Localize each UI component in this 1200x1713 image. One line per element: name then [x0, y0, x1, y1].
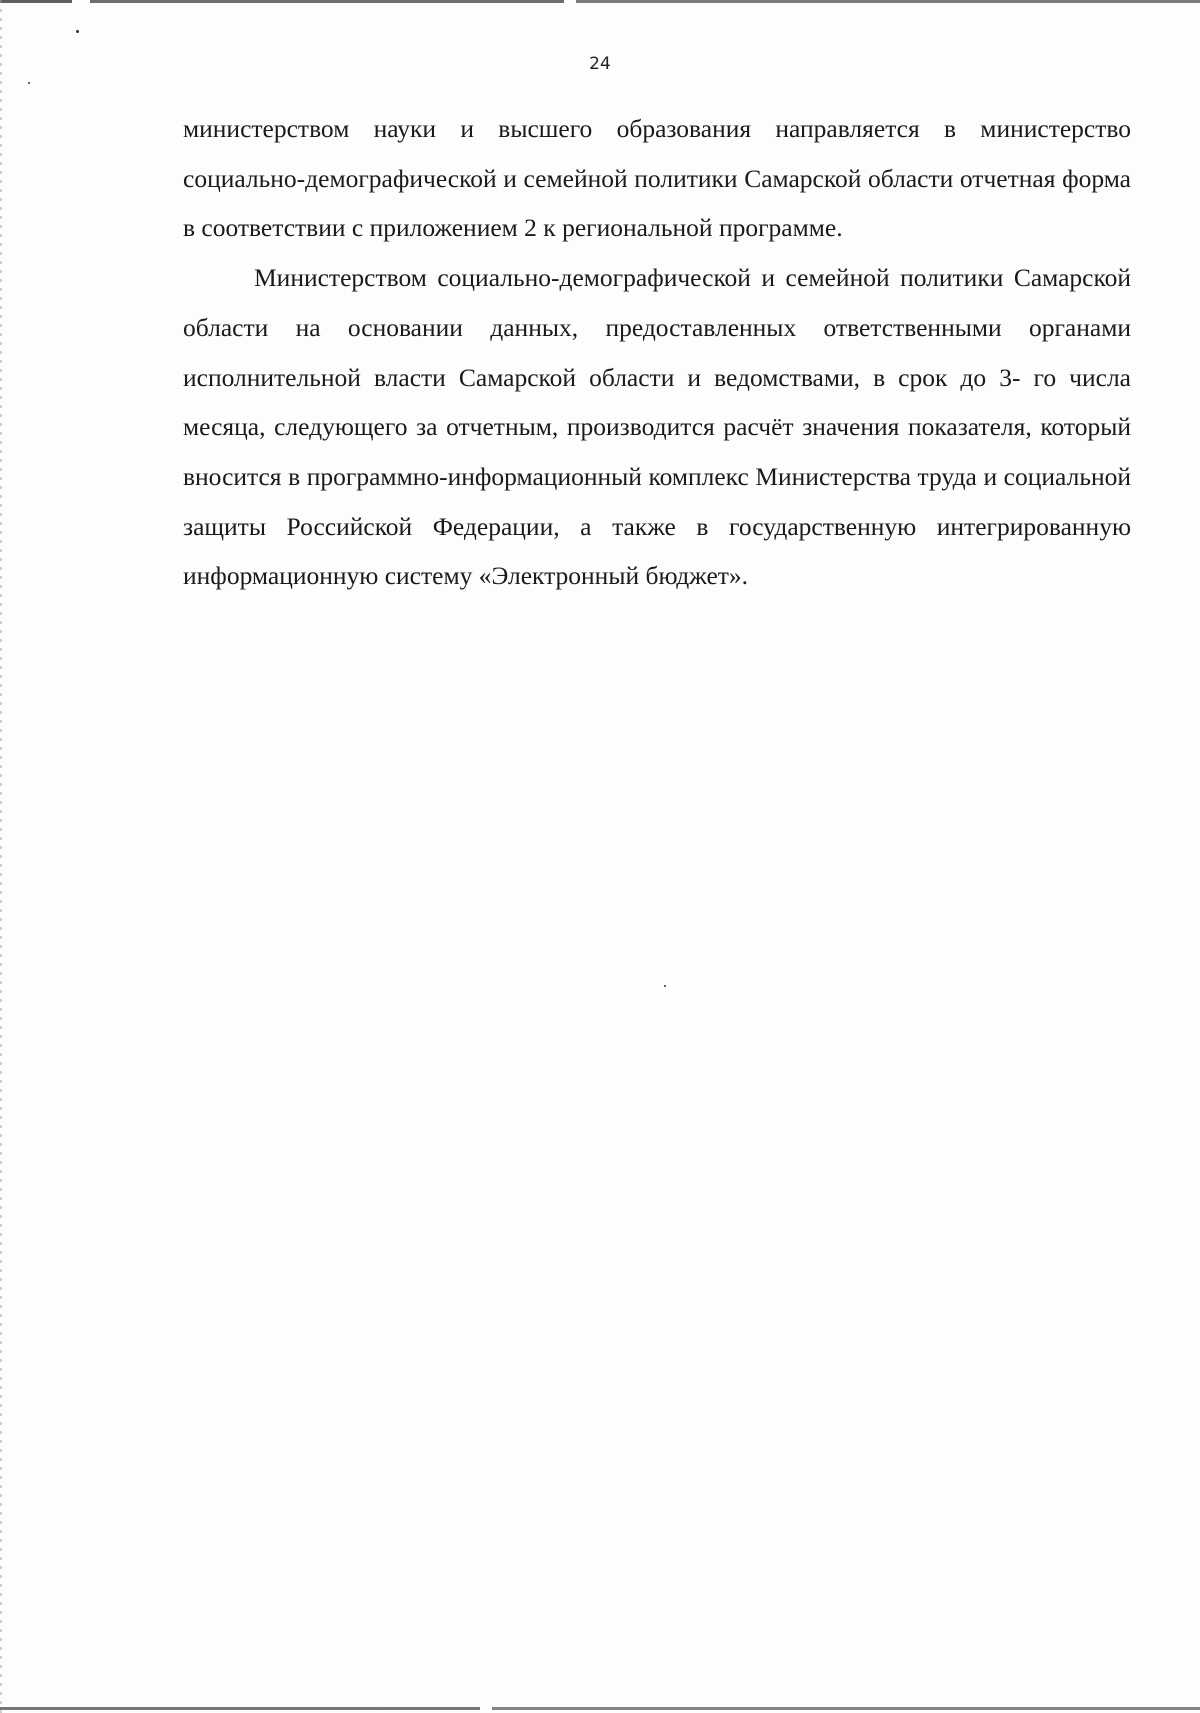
paragraph: министерством науки и высшего образования направляется в министерство социально-демографической и семейной политики Самарской области отчетная форма в соответствии с приложением 2 к региональной программе. [183, 114, 1131, 243]
scan-speck [664, 985, 666, 987]
paragraph: Министерством социально-демографической и семейной политики Самарской области на основании данных, предоставленных ответственными органами исполнительной власти Самарской области и ведомствами, в срок до 3- го числа месяца, следующего за отчетным, производится расчёт значения показателя, который вносится в программно-информационный комплекс Министерства труда и социальной защиты Российской Федерации, а также в государственную интегрированную информационную систему «Электронный бюджет». [183, 263, 1131, 591]
scan-edge-bottom [0, 1707, 1200, 1710]
document-body [183, 104, 1131, 601]
scan-speck [28, 82, 30, 84]
scan-edge-top [0, 0, 1200, 3]
scan-edge-left [0, 0, 2, 1713]
scan-speck [76, 30, 79, 33]
page-number: 24 [589, 54, 611, 74]
